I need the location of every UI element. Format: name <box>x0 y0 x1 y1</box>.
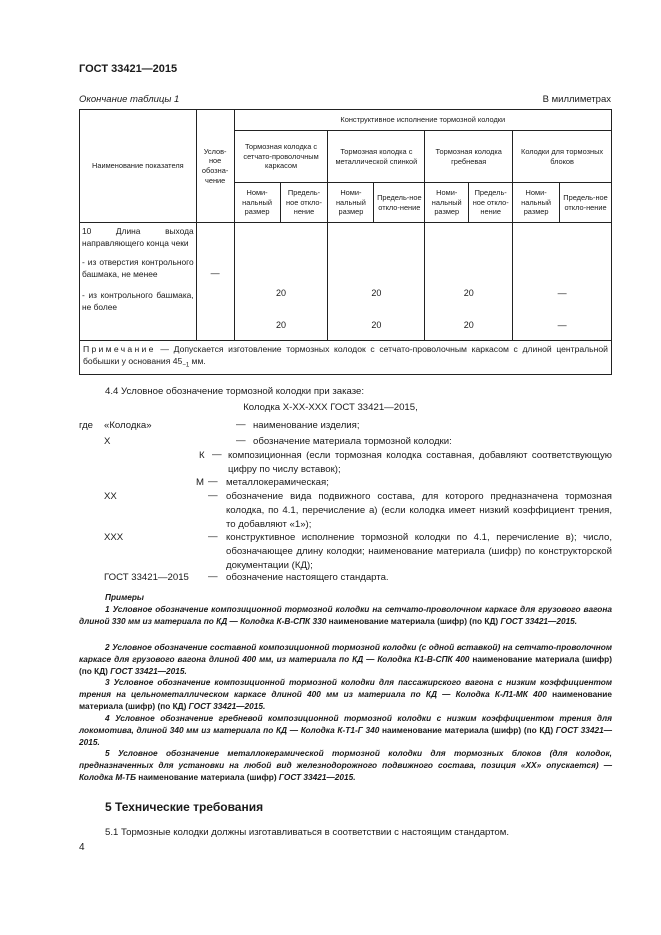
row-b-label: - из контрольного башмака, не более <box>82 289 194 312</box>
term-xxx: ХХХ <box>104 532 124 543</box>
table-caption: Окончание таблицы 1 <box>79 94 180 105</box>
term-k: К <box>199 450 205 461</box>
row-10-label: 10 Длина выхода направляющего конца чеки <box>82 226 194 248</box>
nominal-header: Номи-нальный размер <box>425 183 469 223</box>
term-xx: ХХ <box>104 491 117 502</box>
desc-gost: обозначение настоящего стандарта. <box>226 572 389 583</box>
example-5-text: 5 Условное обозначение металлокерамической тормозной колодки для тормозных блоков (для колодок, предназначенных для установки на любой вид железнодорожного подвижного состава, позиция «ХХ» опускается) — Колодка М-ТБ <box>79 748 612 782</box>
term-x: Х <box>104 436 111 447</box>
document-header: ГОСТ 33421—2015 <box>79 63 178 75</box>
example-1-gost: ГОСТ 33421—2015. <box>500 615 578 626</box>
row-10-symbol: — <box>196 223 234 341</box>
sub-header-metal: Тормозная колодка с металлической спинкой <box>328 131 425 183</box>
page-number: 4 <box>79 842 85 853</box>
deviation-header: Предель-ное откло-нение <box>560 183 612 223</box>
section-5-title: 5 Технические требования <box>105 800 264 814</box>
dash: — <box>208 571 218 582</box>
value-b-metal: 20 <box>371 319 382 330</box>
value-b-blocks: — <box>557 319 567 330</box>
example-4-text: 4 Условное обозначение гребневой композиционной тормозной колодки с низким коэффициентом трения для локомотива, длиной 340 мм из материала по КД — Колодка К-Т1-Г 340 <box>79 713 612 735</box>
desc-k: композиционная (если тормозная колодка составная, добавляют соответствующую цифру по числу вставок); <box>228 450 612 475</box>
nominal-header: Номи-нальный размер <box>513 183 560 223</box>
desc-xxx: конструктивное исполнение тормозной колодки по 4.1, перечисление в); число, обозначающее длину колодки; наименование материала (шифр) по конструкторской документации (КД); <box>226 532 612 571</box>
value-b-flanged: 20 <box>463 319 474 330</box>
example-1 <box>79 604 612 628</box>
example-5-material: наименование материала (шифр) <box>135 771 279 782</box>
example-3-text: 3 Условное обозначение композиционной тормозной колодки для пассажирского вагона с низким коэффициентом трения на цельнометаллическом каркасе длиной 400 мм из материала по КД — Колодка К-Л1-МК 400 <box>79 677 612 699</box>
value-a-mesh: 20 <box>276 288 287 298</box>
example-2-gost: ГОСТ 33421—2015. <box>110 665 187 676</box>
example-1-material: наименование материала (шифр) (по КД) <box>326 615 501 626</box>
deviation-header: Предель-ное откло-нение <box>280 183 328 223</box>
value-a-flanged: 20 <box>463 288 474 298</box>
spec-table <box>79 109 612 341</box>
deviation-header: Предель-ное откло-нение <box>374 183 425 223</box>
example-2-material: наименование материала (шифр) (по КД) <box>79 653 612 676</box>
example-2 <box>79 642 612 677</box>
example-3-gost: ГОСТ 33421—2015. <box>188 700 266 711</box>
clause-5-1: 5.1 Тормозные колодки должны изготавливаться в соответствии с настоящим стандартом. <box>105 827 510 838</box>
example-3 <box>79 677 612 712</box>
example-5 <box>79 748 612 783</box>
note-unit: мм. <box>189 356 206 367</box>
clause-4-4-intro: 4.4 Условное обозначение тормозной колодки при заказе: <box>105 386 365 397</box>
examples-title: Примеры <box>105 592 145 602</box>
example-1-text: 1 Условное обозначение композиционной тормозной колодки на сетчато-проволочном каркасе для грузового вагона длиной 330 мм из материала по КД — Колодка К-В-СПК 330 <box>79 604 612 626</box>
sub-header-mesh: Тормозная колодка с сетчато-проволочным каркасом <box>234 131 328 183</box>
col-sym-header: Услов-ное обозна-чение <box>196 110 234 223</box>
nominal-header: Номи-нальный размер <box>234 183 280 223</box>
table-units: В миллиметрах <box>542 94 611 105</box>
value-a-blocks: — <box>557 288 567 298</box>
dash: — <box>236 419 246 430</box>
example-4 <box>79 713 612 748</box>
dash: — <box>236 435 246 446</box>
col-name-header: Наименование показателя <box>80 110 197 223</box>
desc-kolodka: наименование изделия; <box>253 420 360 431</box>
example-4-material: наименование материала (шифр) (по КД) <box>379 724 556 735</box>
value-b-mesh: 20 <box>276 319 287 330</box>
designation-formula: Колодка Х-ХХ-ХХХ ГОСТ 33421—2015, <box>243 402 418 413</box>
row-a-label: - из отверстия контрольного башмака, не менее <box>82 256 194 279</box>
sub-header-blocks: Колодки для тормозных блоков <box>513 131 612 183</box>
term-m: М <box>196 477 204 488</box>
term-kolodka: «Колодка» <box>104 420 152 431</box>
desc-x: обозначение материала тормозной колодки: <box>253 436 452 447</box>
example-3-material: наименование материала (шифр) (по КД) <box>79 688 612 711</box>
dash: — <box>208 476 218 487</box>
example-2-text: 2 Условное обозначение составной композиционной тормозной колодки (с одной вставкой) на сетчато-проволочном каркасе для грузового вагона длиной 400 мм, из материала по КД — Колодка К1-В-СПК 400 <box>79 642 612 664</box>
dash: — <box>212 449 222 460</box>
where-label: где <box>79 420 94 431</box>
example-4-gost: ГОСТ 33421—2015. <box>79 724 612 747</box>
dash: — <box>208 490 218 501</box>
value-a-metal: 20 <box>371 288 382 298</box>
term-gost: ГОСТ 33421—2015 <box>104 572 189 583</box>
desc-m: металлокерамическая; <box>226 477 329 488</box>
note-text: — Допускается изготовление тормозных колодок с сетчато-проволочным каркасом с длиной центральной бобышки у основания 45 <box>83 344 608 367</box>
desc-xx: обозначение вида подвижного состава, для которого предназначена тормозная колодка, по 4.1, перечисление а) (если колодка имеет низкий коэффициент трения, то добавляют «1»); <box>226 491 612 530</box>
nominal-header: Номи-нальный размер <box>328 183 374 223</box>
group-header: Конструктивное исполнение тормозной колодки <box>234 110 611 131</box>
example-5-gost: ГОСТ 33421—2015. <box>278 771 356 782</box>
sub-header-flanged: Тормозная колодка гребневая <box>425 131 513 183</box>
note-tolerance: −1 <box>182 363 190 370</box>
table-note <box>79 341 612 375</box>
note-label: Примечание <box>83 344 156 354</box>
deviation-header: Предель-ное откло-нение <box>469 183 513 223</box>
dash: — <box>208 531 218 542</box>
